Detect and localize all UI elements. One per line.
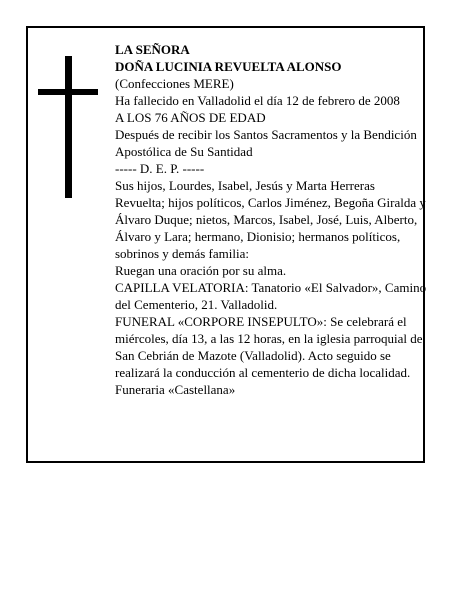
deceased-name: DOÑA LUCINIA REVUELTA ALONSO xyxy=(115,59,342,74)
funeral-home: Funeraria «Castellana» xyxy=(115,382,236,397)
cross-horizontal-bar xyxy=(38,89,98,95)
death-notice: Ha fallecido en Valladolid el día 12 de febrero de 2008 xyxy=(115,93,400,108)
funeral-info: FUNERAL «CORPORE INSEPULTO»: Se celebrará el miércoles, día 13, a las 12 horas, en la iglesia parroquial de San Cebrián de Mazote (Valladolid). Acto seguido se realizará la conducción al cementerio de dicha localidad. xyxy=(115,314,423,380)
prayer-request: Ruegan una oración por su alma. xyxy=(115,263,287,278)
obituary-text xyxy=(115,41,427,398)
rip-line: ----- D. E. P. ----- xyxy=(115,161,205,176)
deceased-title: LA SEÑORA xyxy=(115,42,190,57)
family-list: Sus hijos, Lourdes, Isabel, Jesús y Marta Herreras Revuelta; hijos políticos, Carlos Jiménez, Begoña Giralda y Álvaro Duque; nietos, Marcos, Isabel, José, Luis, Alberto, Álvaro y Lara; hermano, Dionisio; hermanos políticos, sobrinos y demás familia: xyxy=(115,178,426,261)
sacraments-line: Después de recibir los Santos Sacramentos y la Bendición Apostólica de Su Santidad xyxy=(115,127,417,159)
cross-vertical-bar xyxy=(65,56,72,198)
obituary-frame xyxy=(26,26,425,463)
business-name: (Confecciones MERE) xyxy=(115,76,234,91)
age-line: A LOS 76 AÑOS DE EDAD xyxy=(115,110,266,125)
latin-cross-icon xyxy=(38,56,98,198)
chapel-info: CAPILLA VELATORIA: Tanatorio «El Salvador», Camino del Cementerio, 21. Valladolid. xyxy=(115,280,427,312)
